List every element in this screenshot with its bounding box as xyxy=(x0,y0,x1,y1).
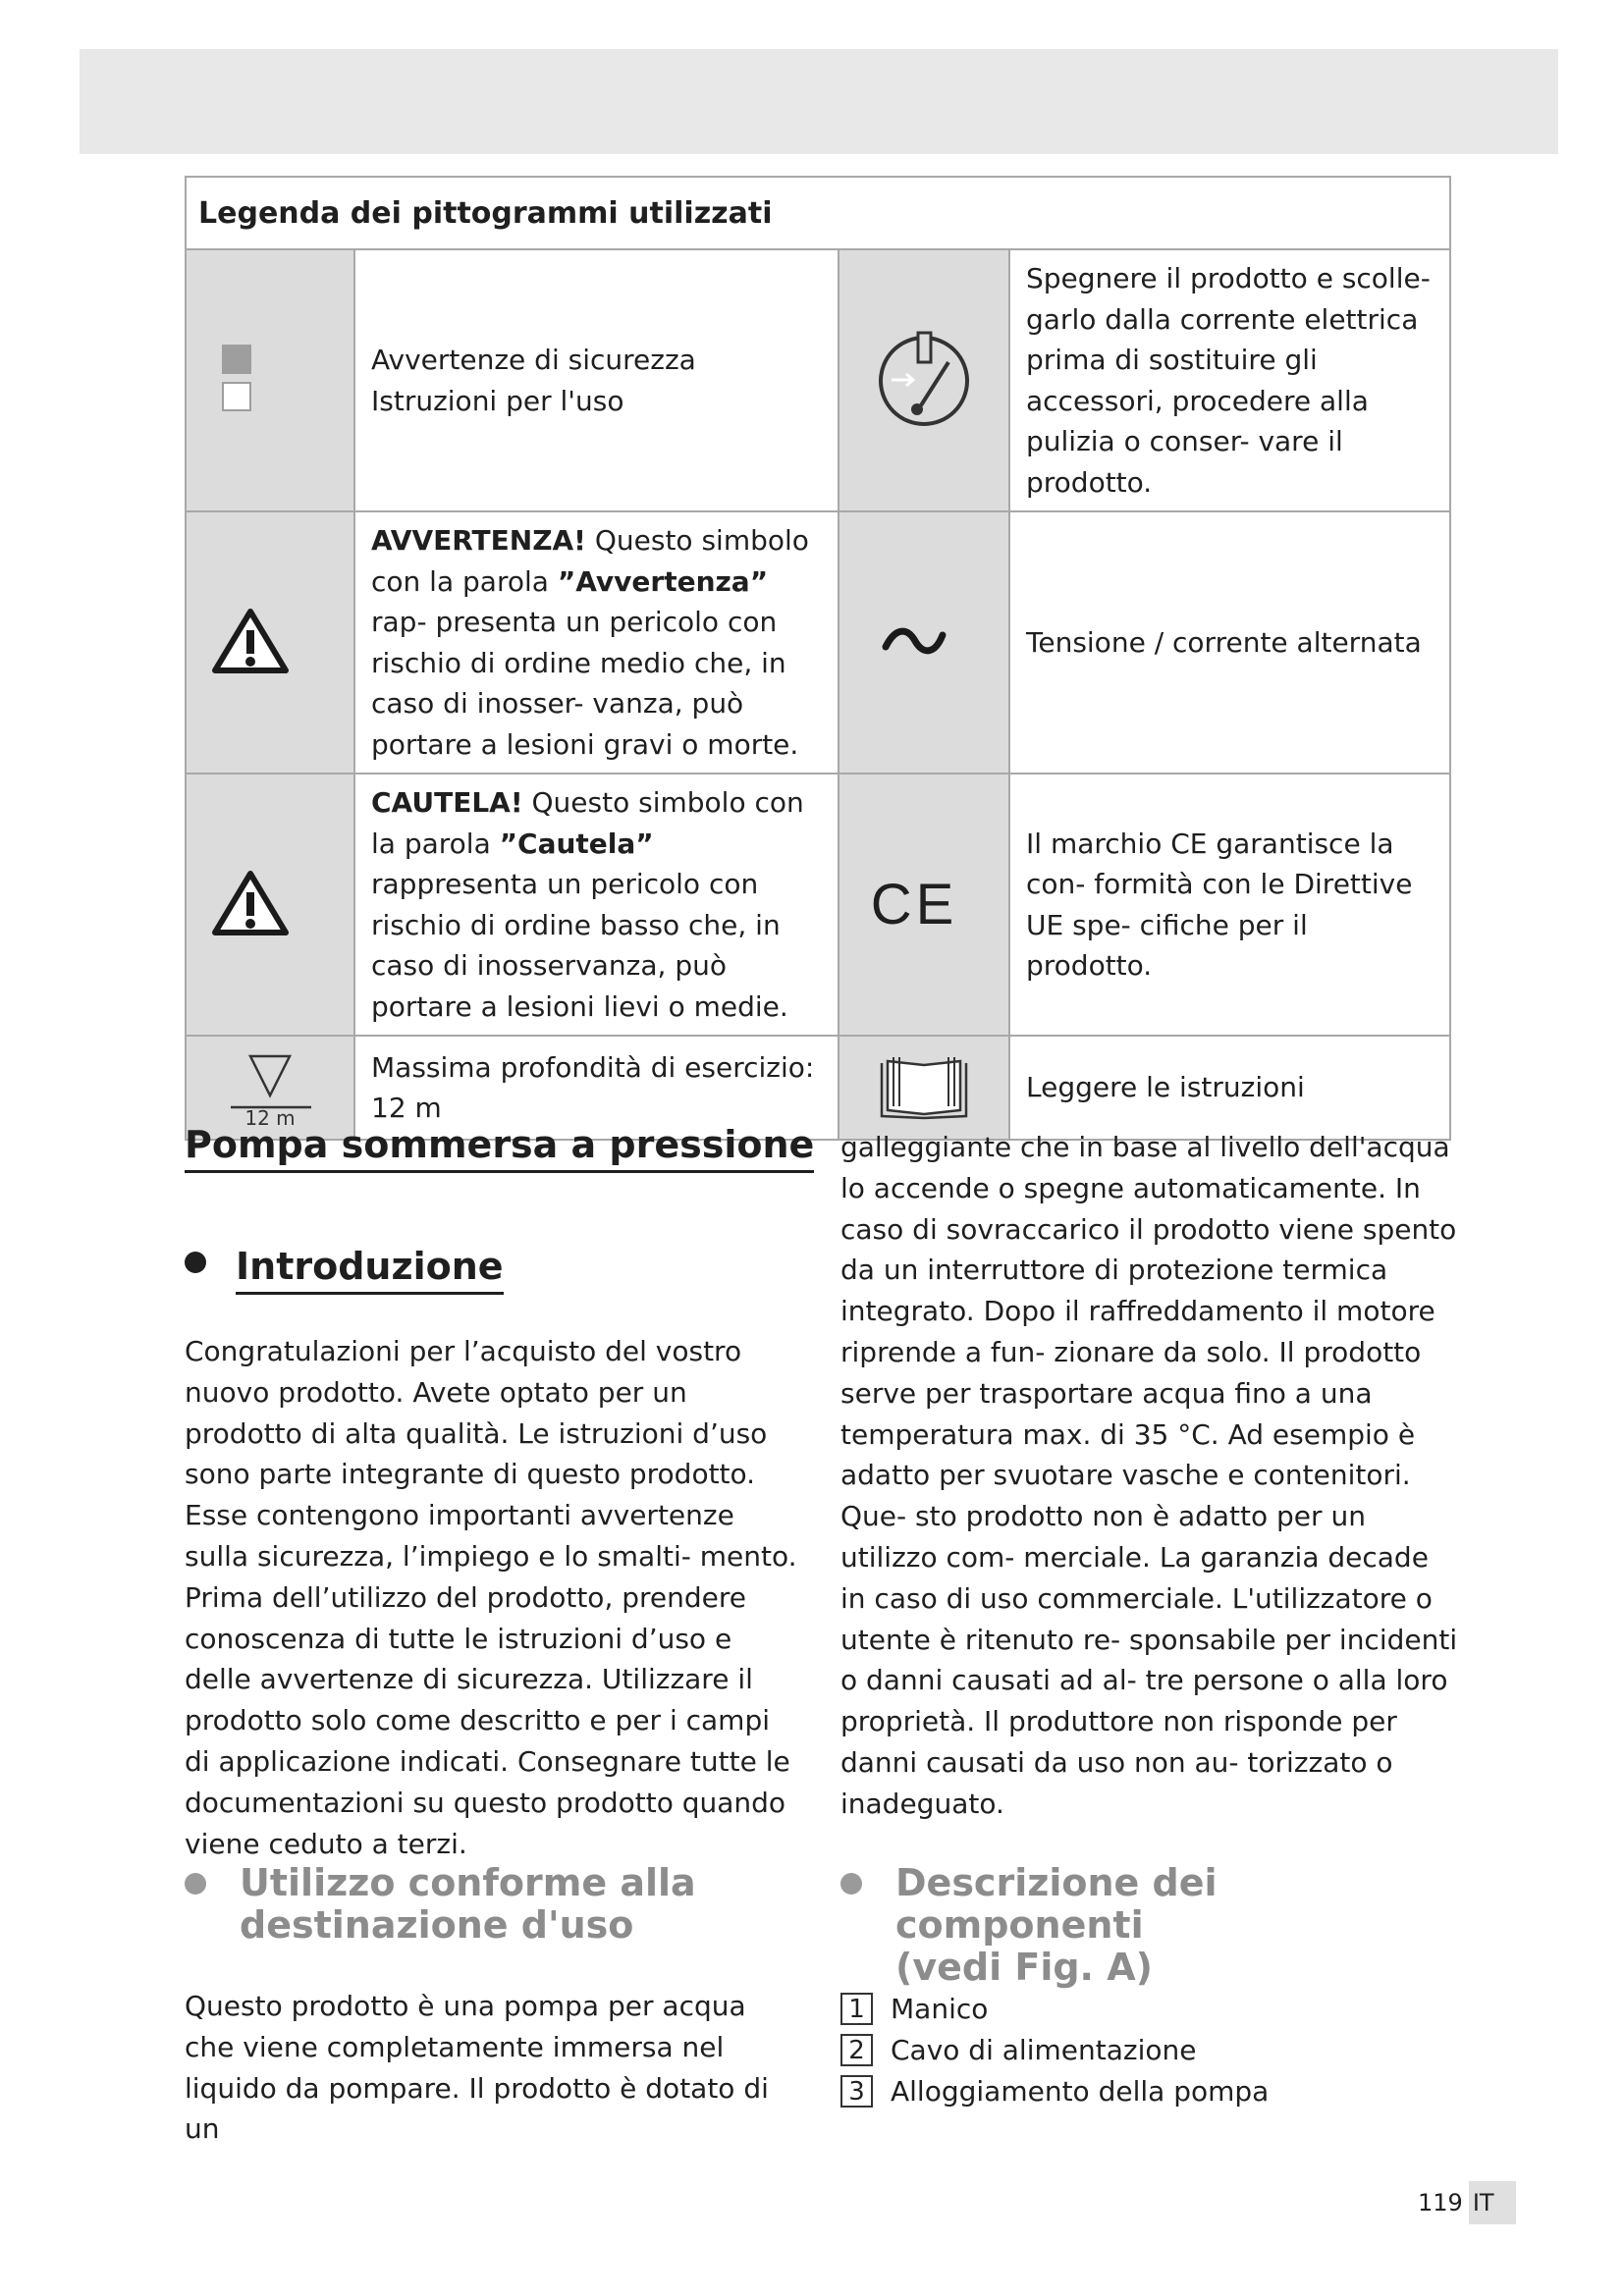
component-label: Alloggiamento della pompa xyxy=(891,2074,1270,2108)
legend-text-cell: Spegnere il prodotto e scolle- garlo dalla corrente elettrica prima di sostituire gli accessori, procedere alla pulizia o conser- vare il prodotto. xyxy=(1009,249,1450,511)
intended-use-heading xyxy=(185,1862,793,1947)
pictogram-legend-table xyxy=(185,176,1451,1141)
legend-text-cell: Leggere le istruzioni xyxy=(1009,1036,1450,1140)
components-heading-line2: (vedi Fig. A) xyxy=(895,1946,1153,1989)
list-item xyxy=(840,2070,1269,2111)
bullet-icon xyxy=(185,1873,206,1895)
component-number: 1 xyxy=(840,1993,873,2025)
components-heading-line1: Descrizione dei componenti xyxy=(895,1861,1218,1947)
intended-use-heading-line1: Utilizzo conforme alla xyxy=(240,1861,696,1904)
bullet-icon xyxy=(840,1873,862,1895)
ce-mark-icon: CE xyxy=(870,873,958,936)
main-title: Pompa sommersa a pressione xyxy=(185,1123,814,1173)
legend-icon-cell xyxy=(839,1036,1009,1140)
max-depth-icon xyxy=(221,1048,319,1127)
legend-text-cell xyxy=(354,774,839,1036)
intended-use-paragraph: Questo prodotto è una pompa per acqua che viene completamente immersa nel liquido da pompare. Il prodotto è dotato di un xyxy=(185,1990,769,2146)
intro-paragraph: Congratulazioni per l’acquisto del vostro nuovo prodotto. Avete optato per un prodotto di alta qualità. Le istruzioni d’uso sono parte integrante di questo prodotto. Esse contengono importanti avvertenze sulla sicurezza, l’impiego e lo smalti- mento. Prima dell’utilizzo del prodotto, prendere conoscenza di tutte le istruzioni d’uso e delle avvertenze di sicurezza. Utilizzare il prodotto solo come descritto e per i campi di applicazione indicati. Consegnare tutte le documentazioni su questo prodotto quando viene ceduto a terzi. xyxy=(185,1335,797,1860)
legend-icon-cell xyxy=(186,774,354,1036)
right-column-paragraph: galleggiante che in base al livello dell'acqua lo accende o spegne automaticamente. In caso di sovraccarico il prodotto viene spento da un interruttore di protezione termica integrato. Dopo il raffreddamento il motore riprende a fun- zionare da solo. Il prodotto serve per trasportare acqua fino a una temperatura max. di 35 °C. Ad esempio è adatto per svuotare vasche e contenitori. Que- sto prodotto non è adatto per un utilizzo com- merciale. La garanzia decade in caso di uso commerciale. L'utilizzatore o utente è ritenuto re- sponsabile per incidenti o danni causati ad al- tre persone o alla loro proprietà. Il produttore non risponde per danni causati da uso non au- torizzato o inadeguato. xyxy=(840,1131,1458,1820)
list-item xyxy=(840,2029,1269,2070)
intended-use-heading-line2: destinazione d'uso xyxy=(240,1903,634,1947)
warning-text-b: rap- presenta un pericolo con rischio di ordine medio che, in caso di inosser- vanza, può portare a lesioni gravi o morte. xyxy=(371,606,799,761)
legend-title: Legenda dei pittogrammi utilizzati xyxy=(186,177,1450,249)
legend-icon-cell xyxy=(186,511,354,774)
component-label: Cavo di alimentazione xyxy=(891,2033,1197,2066)
component-number: 3 xyxy=(840,2075,873,2108)
read-manual-icon xyxy=(880,1051,968,1120)
max-depth-value: 12 m xyxy=(371,1092,442,1124)
warning-label: AVVERTENZA! xyxy=(371,524,586,557)
caution-text-b: rappresenta un pericolo con rischio di ordine basso che, in caso di inosservanza, può portare a lesioni lievi o medie. xyxy=(371,868,788,1023)
legend-icon-cell xyxy=(839,774,1009,1036)
caution-label: CAUTELA! xyxy=(371,786,523,819)
language-code: IT xyxy=(1469,2181,1516,2224)
component-label: Manico xyxy=(891,1992,989,2025)
page-number-value: 119 xyxy=(1418,2189,1463,2216)
header-band xyxy=(80,49,1558,154)
page-number xyxy=(1418,2181,1516,2224)
intro-heading-text: Introduzione xyxy=(236,1245,504,1295)
warning-text-a: Questo simbolo con la parola xyxy=(371,524,809,598)
legend-icon-cell xyxy=(839,511,1009,774)
max-depth-label: 12 m xyxy=(244,1106,296,1127)
caution-quoted: ”Cautela” xyxy=(499,827,654,860)
intro-heading xyxy=(185,1245,504,1295)
alternating-current-icon xyxy=(880,621,948,661)
caution-text-a: Questo simbolo con la parola xyxy=(371,786,804,860)
legend-text-cell: Tensione / corrente alternata xyxy=(1009,511,1450,774)
legend-text-cell xyxy=(354,249,839,511)
unplug-icon xyxy=(870,325,978,433)
warning-quoted: ”Avvertenza” xyxy=(557,564,769,598)
color-legend-icon xyxy=(222,344,255,414)
warning-triangle-icon xyxy=(211,607,290,675)
legend-text-cell: Il marchio CE garantisce la con- formità con le Direttive UE spe- cifiche per il prodotto. xyxy=(1009,774,1450,1036)
legend-instructions-text: Istruzioni per l'uso xyxy=(371,384,624,417)
list-item xyxy=(840,1988,1269,2029)
component-number: 2 xyxy=(840,2034,873,2066)
warning-triangle-icon xyxy=(211,869,290,937)
legend-icon-cell xyxy=(186,249,354,511)
components-heading xyxy=(840,1862,1469,1989)
components-list xyxy=(840,1988,1269,2111)
legend-icon-cell xyxy=(839,249,1009,511)
legend-text-cell xyxy=(354,511,839,774)
legend-safety-warnings-text: Avvertenze di sicurezza xyxy=(371,344,696,376)
max-depth-text: Massima profondità di esercizio: xyxy=(371,1050,815,1084)
bullet-icon xyxy=(185,1252,206,1273)
